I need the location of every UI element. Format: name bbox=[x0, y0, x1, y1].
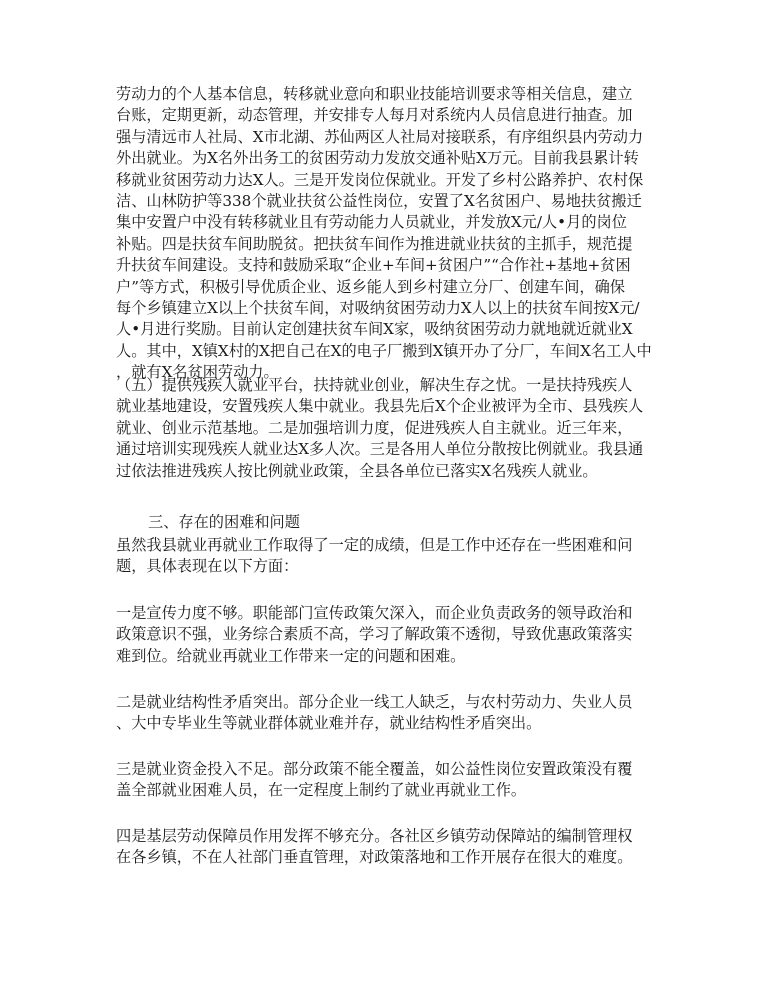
text-line: 四是基层劳动保障员作用发挥不够充分。各社区乡镇劳动保障站的编制管理权 bbox=[116, 827, 633, 845]
text-line: 台账，定期更新，动态管理，并安排专人每月对系统内人员信息进行抽查。加 bbox=[116, 106, 633, 125]
paragraph-labor-info bbox=[116, 84, 656, 384]
text-line: 二是就业结构性矛盾突出。部分企业一线工人缺乏，与农村劳动力、失业人员 bbox=[116, 693, 633, 711]
text-line: 补贴。四是扶贫车间助脱贫。把扶贫车间作为推进就业扶贫的主抓手，规范提 bbox=[116, 234, 633, 253]
paragraph-problem-structure bbox=[116, 692, 656, 735]
text-line: 强与清远市人社局、X市北湖、苏仙两区人社局对接联系，有序组织县内劳动力 bbox=[116, 127, 644, 146]
text-line: 三是就业资金投入不足。部分政策不能全覆盖，如公益性岗位安置政策没有覆 bbox=[116, 760, 633, 778]
text-line: 劳动力的个人基本信息，转移就业意向和职业技能培训要求等相关信息，建立 bbox=[116, 85, 633, 103]
text-line: 题，具体表现在以下方面： bbox=[116, 557, 299, 576]
text-line: 人•月进行奖励。目前认定创建扶贫车间X家，吸纳贫困劳动力就地就近就业X bbox=[116, 320, 633, 339]
paragraph-problem-grassroots bbox=[116, 826, 656, 869]
text-line: 户”等方式，积极引导优质企业、返乡能人到乡村建立分厂、创建车间，确保 bbox=[116, 277, 625, 296]
text-line: 就业基地建设，安置残疾人集中就业。我县先后X个企业被评为全市、县残疾人 bbox=[116, 397, 644, 416]
text-line: 通过培训实现残疾人就业达X多人次。三是各用人单位分散按比例就业。我县通 bbox=[116, 440, 644, 459]
text-line: 升扶贫车间建设。支持和鼓励采取“企业+车间+贫困户”“合作社+基地+贫困 bbox=[116, 256, 631, 275]
text-line: 难到位。给就业再就业工作带来一定的问题和困难。 bbox=[116, 646, 466, 665]
text-line: 移就业贫困劳动力达X人。三是开发岗位保就业。开发了乡村公路养护、农村保 bbox=[116, 170, 644, 189]
text-line: （五）提供残疾人就业平台，扶持就业创业，解决生存之忧。一是扶持残疾人 bbox=[116, 376, 633, 394]
text-line: 人。其中，X镇X村的X把自己在X的电子厂搬到X镇开办了分厂，车间X名工人中 bbox=[116, 341, 652, 360]
paragraph-intro-problems bbox=[116, 535, 656, 578]
paragraph-problem-publicity bbox=[116, 603, 656, 667]
heading-text: 三、存在的困难和问题 bbox=[148, 513, 300, 531]
text-line: 虽然我县就业再就业工作取得了一定的成绩，但是工作中还存在一些困难和问 bbox=[116, 536, 633, 554]
text-line: 集中安置户中没有转移就业且有劳动能力人员就业，并发放X元/人•月的岗位 bbox=[116, 213, 627, 232]
text-line: 一是宣传力度不够。职能部门宣传政策欠深入，而企业负责政务的领导政治和 bbox=[116, 604, 633, 622]
text-line: ，就有X名贫困劳动力。 bbox=[116, 363, 279, 382]
text-line: 洁、山林防护等338个就业扶贫公益性岗位，安置了X名贫困户、易地扶贫搬迁 bbox=[116, 192, 642, 211]
text-line: 在各乡镇，不在人社部门垂直管理，对政策落地和工作开展存在很大的难度。 bbox=[116, 848, 633, 867]
text-line: 过依法推进残疾人按比例就业政策，全县各单位已落实X名残疾人就业。 bbox=[116, 461, 598, 480]
text-line: 、大中专毕业生等就业群体就业难并存，就业结构性矛盾突出。 bbox=[116, 714, 542, 733]
paragraph-disabled-employment bbox=[116, 375, 656, 482]
section-heading bbox=[148, 512, 688, 533]
text-line: 政策意识不强，业务综合素质不高，学习了解政策不透彻，导致优惠政策落实 bbox=[116, 625, 633, 644]
text-line: 每个乡镇建立X以上个扶贫车间，对吸纳贫困劳动力X人以上的扶贫车间按X元/ bbox=[116, 299, 640, 318]
paragraph-problem-funding bbox=[116, 759, 656, 802]
text-line: 就业、创业示范基地。二是加强培训力度，促进残疾人自主就业。近三年来， bbox=[116, 418, 633, 437]
text-line: 盖全部就业困难人员，在一定程度上制约了就业再就业工作。 bbox=[116, 781, 527, 800]
text-line: 外出就业。为X名外出务工的贫困劳动力发放交通补贴X万元。目前我县累计转 bbox=[116, 149, 639, 168]
